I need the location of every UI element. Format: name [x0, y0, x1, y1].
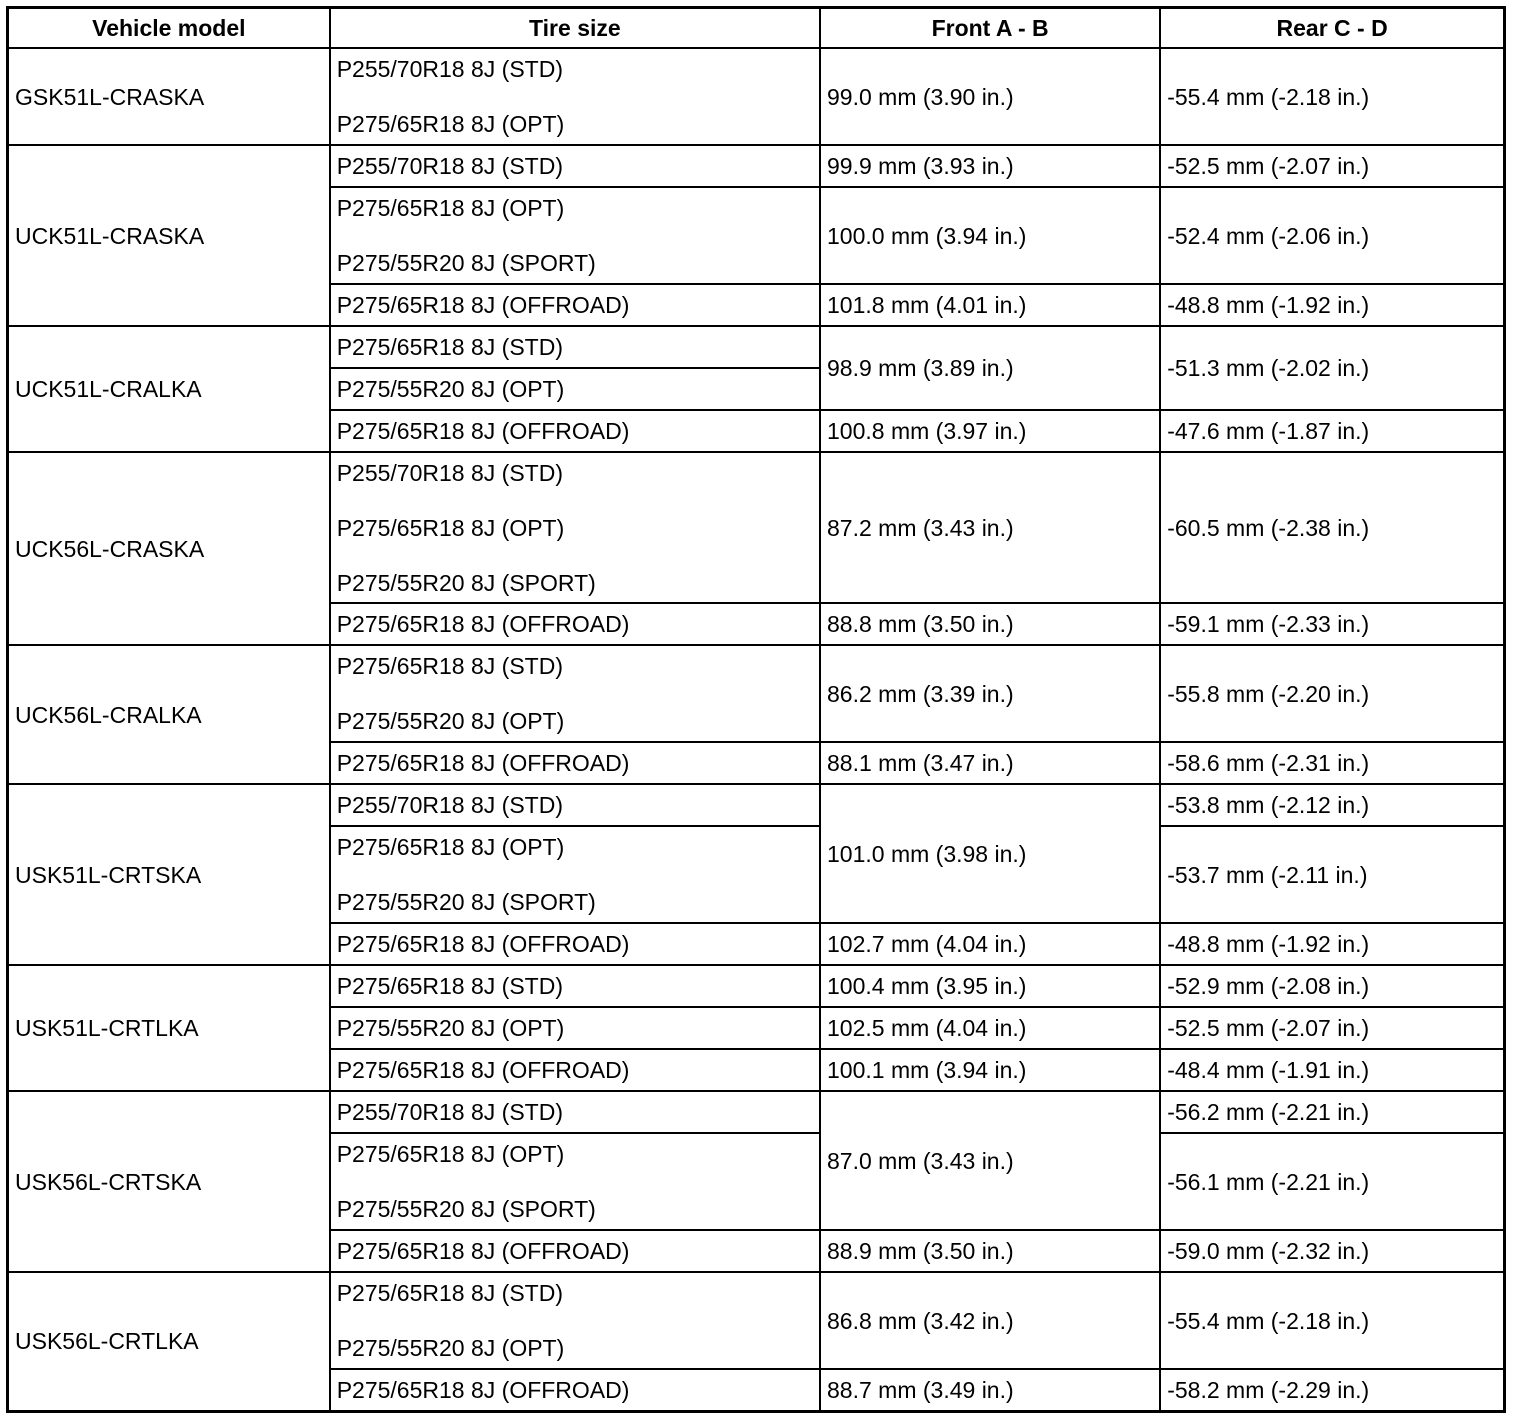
- front-a-b-cell: 87.2 mm (3.43 in.): [820, 452, 1160, 603]
- table-row: [8, 326, 1505, 368]
- table-row: [8, 1091, 1505, 1133]
- table-row: [8, 145, 1505, 187]
- tire-size: P275/65R18 8J (OFFROAD): [336, 750, 630, 776]
- tire-size: P275/55R20 8J (SPORT): [336, 569, 596, 596]
- tire-size-cell: [330, 1133, 820, 1230]
- rear-c-d-cell: -60.5 mm (-2.38 in.): [1160, 452, 1504, 603]
- front-a-b-cell: 98.9 mm (3.89 in.): [820, 326, 1160, 410]
- tire-size: P275/65R18 8J (OFFROAD): [336, 611, 630, 637]
- rear-c-d-cell: -58.6 mm (-2.31 in.): [1160, 742, 1504, 784]
- front-a-b-cell: 102.7 mm (4.04 in.): [820, 923, 1160, 965]
- tire-size-cell: [330, 326, 820, 368]
- tire-size-cell: [330, 145, 820, 187]
- tire-size-cell: [330, 284, 820, 326]
- rear-c-d-cell: -48.8 mm (-1.92 in.): [1160, 923, 1504, 965]
- rear-c-d-cell: -48.4 mm (-1.91 in.): [1160, 1049, 1504, 1091]
- tire-size: P275/65R18 8J (OFFROAD): [336, 292, 630, 318]
- tire-size: P255/70R18 8J (STD): [336, 459, 563, 486]
- tire-size: P275/65R18 8J (STD): [336, 653, 563, 679]
- front-a-b-cell: 88.8 mm (3.50 in.): [820, 603, 1160, 645]
- header-rear: Rear C - D: [1160, 8, 1504, 49]
- table-row: [8, 48, 1505, 145]
- tire-size: P275/65R18 8J (OPT): [336, 195, 565, 221]
- tire-size: P275/65R18 8J (OPT): [336, 834, 565, 860]
- tire-size-cell: [330, 187, 820, 284]
- front-a-b-cell: 87.0 mm (3.43 in.): [820, 1091, 1160, 1230]
- header-vehicle-model: Vehicle model: [8, 8, 330, 49]
- header-row: [8, 8, 1505, 49]
- rear-c-d-cell: -58.2 mm (-2.29 in.): [1160, 1369, 1504, 1411]
- vehicle-model-cell: UCK51L-CRALKA: [8, 326, 330, 452]
- rear-c-d-cell: -52.9 mm (-2.08 in.): [1160, 965, 1504, 1007]
- vehicle-model-cell: UCK51L-CRASKA: [8, 145, 330, 326]
- tire-size-cell: [330, 645, 820, 742]
- tire-size: P275/65R18 8J (OPT): [336, 1141, 565, 1167]
- tire-size: P275/65R18 8J (OFFROAD): [336, 1238, 630, 1264]
- tire-size: P255/70R18 8J (STD): [336, 792, 563, 818]
- rear-c-d-cell: -55.4 mm (-2.18 in.): [1160, 48, 1504, 145]
- front-a-b-cell: 99.9 mm (3.93 in.): [820, 145, 1160, 187]
- vehicle-model-cell: GSK51L-CRASKA: [8, 48, 330, 145]
- front-a-b-cell: 100.0 mm (3.94 in.): [820, 187, 1160, 284]
- rear-c-d-cell: -59.1 mm (-2.33 in.): [1160, 603, 1504, 645]
- table-row: [8, 1272, 1505, 1369]
- vehicle-model-cell: USK51L-CRTSKA: [8, 784, 330, 965]
- tire-size-cell: [330, 742, 820, 784]
- tire-size-cell: [330, 410, 820, 452]
- rear-c-d-cell: -52.5 mm (-2.07 in.): [1160, 1007, 1504, 1049]
- rear-c-d-cell: -56.2 mm (-2.21 in.): [1160, 1091, 1504, 1133]
- tire-size: P275/55R20 8J (SPORT): [336, 1196, 596, 1222]
- rear-c-d-cell: -47.6 mm (-1.87 in.): [1160, 410, 1504, 452]
- rear-c-d-cell: -59.0 mm (-2.32 in.): [1160, 1230, 1504, 1272]
- tire-offset-table: [6, 6, 1506, 1413]
- vehicle-model-cell: USK56L-CRTLKA: [8, 1272, 330, 1411]
- tire-size-cell: [330, 1007, 820, 1049]
- tire-size-cell: [330, 48, 820, 145]
- rear-c-d-cell: -52.5 mm (-2.07 in.): [1160, 145, 1504, 187]
- tire-size: P275/55R20 8J (OPT): [336, 1015, 565, 1041]
- front-a-b-cell: 100.8 mm (3.97 in.): [820, 410, 1160, 452]
- tire-size-cell: [330, 1230, 820, 1272]
- front-a-b-cell: 101.0 mm (3.98 in.): [820, 784, 1160, 923]
- rear-c-d-cell: -55.8 mm (-2.20 in.): [1160, 645, 1504, 742]
- front-a-b-cell: 86.8 mm (3.42 in.): [820, 1272, 1160, 1369]
- vehicle-model-cell: USK51L-CRTLKA: [8, 965, 330, 1091]
- tire-size-cell: [330, 368, 820, 410]
- rear-c-d-cell: -56.1 mm (-2.21 in.): [1160, 1133, 1504, 1230]
- tire-size-cell: [330, 1049, 820, 1091]
- rear-c-d-cell: -52.4 mm (-2.06 in.): [1160, 187, 1504, 284]
- vehicle-model-cell: UCK56L-CRASKA: [8, 452, 330, 645]
- table-body: [8, 48, 1505, 1411]
- tire-size: P275/65R18 8J (OPT): [336, 514, 565, 541]
- rear-c-d-cell: -55.4 mm (-2.18 in.): [1160, 1272, 1504, 1369]
- tire-size-cell: [330, 1369, 820, 1411]
- tire-size-cell: [330, 826, 820, 923]
- front-a-b-cell: 100.1 mm (3.94 in.): [820, 1049, 1160, 1091]
- tire-size-cell: [330, 1091, 820, 1133]
- tire-size: P275/65R18 8J (OFFROAD): [336, 1057, 630, 1083]
- tire-size: P275/55R20 8J (OPT): [336, 376, 565, 402]
- tire-size-cell: [330, 784, 820, 826]
- tire-size: P275/55R20 8J (OPT): [336, 1335, 565, 1361]
- front-a-b-cell: 102.5 mm (4.04 in.): [820, 1007, 1160, 1049]
- rear-c-d-cell: -48.8 mm (-1.92 in.): [1160, 284, 1504, 326]
- vehicle-model-cell: UCK56L-CRALKA: [8, 645, 330, 784]
- header-tire-size: Tire size: [330, 8, 820, 49]
- tire-size: P275/65R18 8J (OFFROAD): [336, 931, 630, 957]
- tire-size: P275/65R18 8J (STD): [336, 1280, 563, 1306]
- front-a-b-cell: 101.8 mm (4.01 in.): [820, 284, 1160, 326]
- tire-size: P275/55R20 8J (SPORT): [336, 889, 596, 915]
- rear-c-d-cell: -51.3 mm (-2.02 in.): [1160, 326, 1504, 410]
- tire-size: P275/55R20 8J (SPORT): [336, 250, 596, 276]
- front-a-b-cell: 100.4 mm (3.95 in.): [820, 965, 1160, 1007]
- table-row: [8, 965, 1505, 1007]
- rear-c-d-cell: -53.8 mm (-2.12 in.): [1160, 784, 1504, 826]
- tire-size-cell: [330, 452, 820, 603]
- front-a-b-cell: 88.1 mm (3.47 in.): [820, 742, 1160, 784]
- tire-size-cell: [330, 965, 820, 1007]
- tire-size-cell: [330, 1272, 820, 1369]
- tire-size: P275/65R18 8J (STD): [336, 334, 563, 360]
- vehicle-model-cell: USK56L-CRTSKA: [8, 1091, 330, 1272]
- front-a-b-cell: 88.9 mm (3.50 in.): [820, 1230, 1160, 1272]
- tire-size: P275/55R20 8J (OPT): [336, 708, 565, 734]
- table-row: [8, 784, 1505, 826]
- front-a-b-cell: 88.7 mm (3.49 in.): [820, 1369, 1160, 1411]
- tire-size-cell: [330, 923, 820, 965]
- spec-document: [6, 6, 1506, 1413]
- rear-c-d-cell: -53.7 mm (-2.11 in.): [1160, 826, 1504, 923]
- table-row: [8, 645, 1505, 742]
- tire-size: P275/65R18 8J (OFFROAD): [336, 1376, 630, 1403]
- tire-size: P275/65R18 8J (OPT): [336, 111, 565, 137]
- tire-size: P255/70R18 8J (STD): [336, 153, 563, 179]
- front-a-b-cell: 86.2 mm (3.39 in.): [820, 645, 1160, 742]
- tire-size: P275/65R18 8J (OFFROAD): [336, 418, 630, 444]
- table-row: [8, 452, 1505, 603]
- front-a-b-cell: 99.0 mm (3.90 in.): [820, 48, 1160, 145]
- tire-size: P275/65R18 8J (STD): [336, 973, 563, 999]
- tire-size: P255/70R18 8J (STD): [336, 56, 563, 82]
- header-front: Front A - B: [820, 8, 1160, 49]
- tire-size: P255/70R18 8J (STD): [336, 1099, 563, 1125]
- tire-size-cell: [330, 603, 820, 645]
